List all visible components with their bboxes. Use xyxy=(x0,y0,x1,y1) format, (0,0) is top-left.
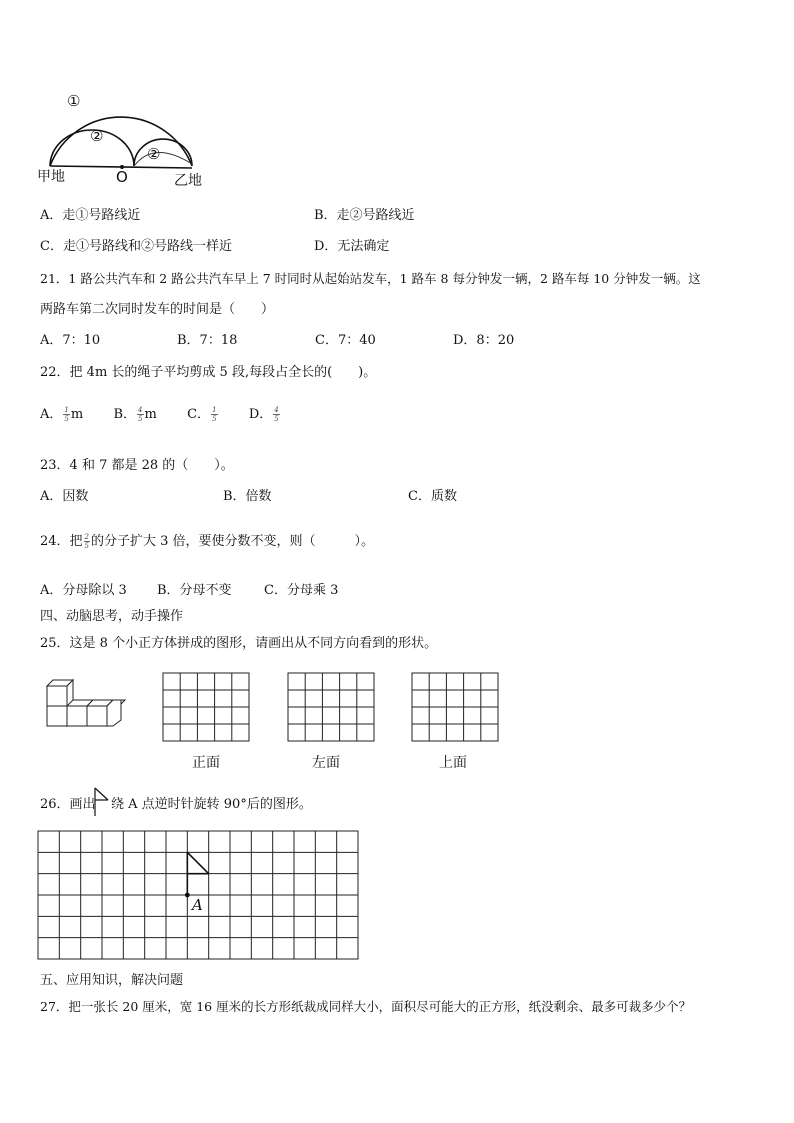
route-2-label: ② xyxy=(90,127,104,145)
q20-option-a: A．走①号路线近 xyxy=(40,208,141,223)
q23-option-a: A．因数 xyxy=(40,489,89,504)
q23-option-c: C．质数 xyxy=(408,489,457,504)
route-1-label: ① xyxy=(67,92,81,110)
q21-option-a: A．7：10 xyxy=(40,333,101,348)
q21-line-2: 两路车第二次同时发车的时间是（ ） xyxy=(40,302,275,317)
place-yi-label: 乙地 xyxy=(174,173,202,189)
flag-shape-icon xyxy=(93,786,113,818)
cube-figure xyxy=(43,676,133,738)
q23-option-b: B．倍数 xyxy=(223,489,272,504)
q20-option-b: B．走②号路线近 xyxy=(314,208,415,223)
q21-line-1: 21．1 路公共汽车和 2 路公共汽车早上 7 时同时从起始站发车，1 路车 8 每分钟发一辆，2 路车每 10 分钟发一辆。这 xyxy=(40,271,701,286)
q21-option-c: C．7：40 xyxy=(315,333,376,348)
q22-option-c: C． $\frac{1}{5}$ xyxy=(187,406,217,423)
top-view-label: 上面 xyxy=(439,755,467,771)
section-4-heading: 四、动脑思考，动手操作 xyxy=(40,609,184,624)
q22-options xyxy=(40,406,281,423)
section-5-heading: 五、应用知识，解决问题 xyxy=(40,973,184,988)
q23-text: 23．4 和 7 都是 28 的（ ）。 xyxy=(40,458,234,473)
q26-post: 绕 A 点逆时针旋转 90°后的图形。 xyxy=(111,797,312,812)
q22-option-b: B． $\frac{4}{5}$ m xyxy=(113,406,157,423)
q20-option-c: C．走①号路线和②号路线一样近 xyxy=(40,239,232,254)
q25-text: 25．这是 8 个小正方体拼成的图形，请画出从不同方向看到的形状。 xyxy=(40,636,438,651)
point-o-label: O xyxy=(116,168,128,186)
q26-pre: 26．画出 xyxy=(40,797,96,812)
left-view-label: 左面 xyxy=(312,755,340,771)
q27-text: 27．把一张长 20 厘米，宽 16 厘米的长方形纸裁成同样大小，面积尽可能大的正方形，纸没剩余、最多可裁多少个？ xyxy=(40,999,692,1014)
left-view-grid xyxy=(287,672,377,744)
q24-option-c: C．分母乘 3 xyxy=(264,583,339,598)
q21-option-d: D．8：20 xyxy=(453,333,515,348)
front-view-label: 正面 xyxy=(192,755,220,771)
route-2-label-small: ② xyxy=(147,145,161,163)
q21-option-b: B．7：18 xyxy=(177,333,238,348)
q22-option-d: D． $\frac{4}{5}$ xyxy=(248,406,279,423)
top-view-grid xyxy=(411,672,501,744)
q24-text: 24．把 $\frac{2}{5}$ 的分子扩大 3 倍，要使分数不变，则（ ）。 xyxy=(40,533,375,550)
q24-option-b: B．分母不变 xyxy=(157,583,232,598)
q22-option-a: A． $\frac{1}{5}$ m xyxy=(40,406,84,423)
q24-option-a: A．分母除以 3 xyxy=(40,583,127,598)
q22-text: 22．把 4m 长的绳子平均剪成 5 段,每段占全长的( )。 xyxy=(40,365,377,380)
q20-option-d: D．无法确定 xyxy=(314,239,390,254)
place-jia-label: 甲地 xyxy=(37,169,65,185)
point-a-label: A xyxy=(192,896,203,914)
front-view-grid xyxy=(162,672,252,744)
